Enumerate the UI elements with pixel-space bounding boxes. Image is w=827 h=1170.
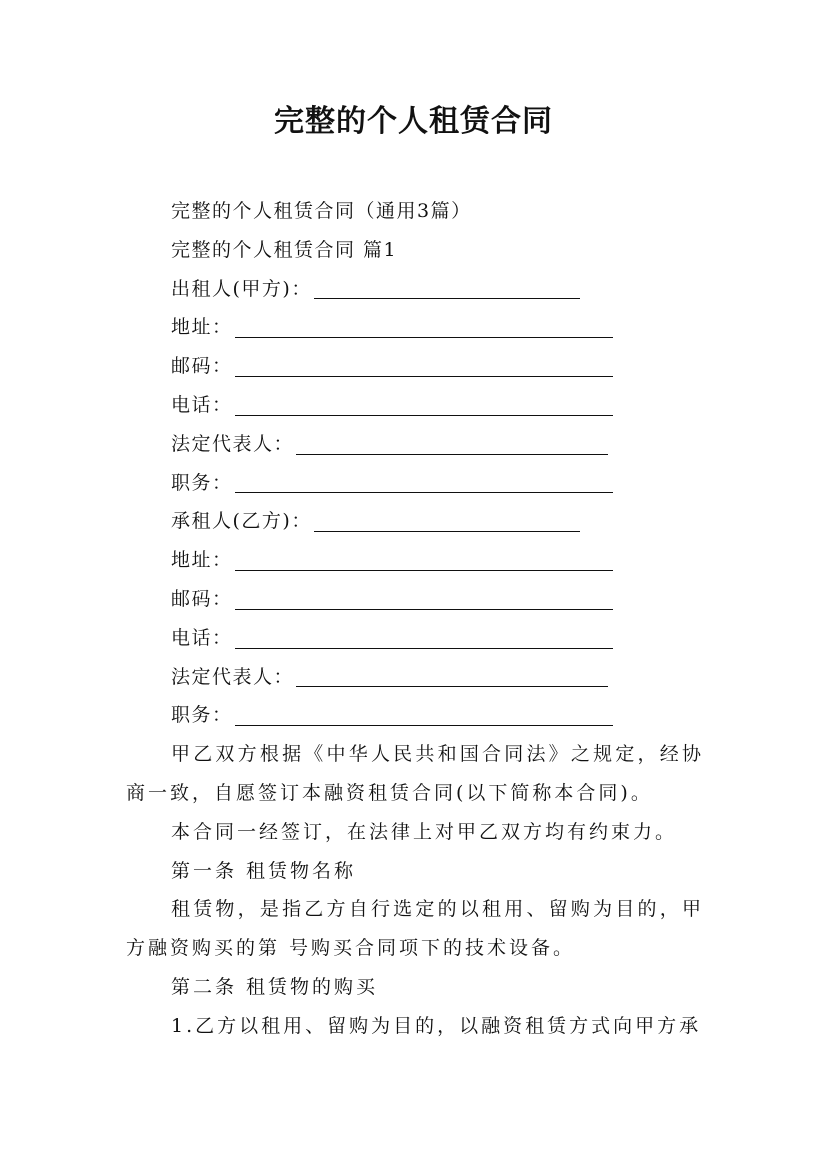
lessee-phone-label: 电话： xyxy=(171,626,233,649)
lessor-address-row xyxy=(126,308,704,347)
lessee-legal-rep-blank xyxy=(296,666,608,687)
article2-item1: 1.乙方以租用、留购为目的，以融资租赁方式向甲方承 xyxy=(171,1014,702,1037)
lessee-phone-blank xyxy=(235,628,613,649)
lessor-address-blank xyxy=(235,317,613,338)
lessor-party-label: 出租人(甲方)： xyxy=(171,277,312,300)
lessee-party-blank xyxy=(314,511,580,532)
lessor-legal-rep-label: 法定代表人： xyxy=(171,432,295,455)
lessor-phone-row xyxy=(126,386,704,425)
lessee-party-label: 承租人(乙方)： xyxy=(171,510,312,533)
lessee-legal-rep-label: 法定代表人： xyxy=(171,665,295,688)
lessor-legal-rep-row xyxy=(126,425,704,464)
lessee-position-label: 职务： xyxy=(171,704,233,727)
lessee-position-row xyxy=(126,696,704,735)
lessor-position-blank xyxy=(235,472,613,493)
document-body xyxy=(126,192,704,1046)
lessor-position-label: 职务： xyxy=(171,471,233,494)
lessor-party-blank xyxy=(314,278,580,299)
article2-heading: 第二条 租赁物的购买 xyxy=(171,975,379,998)
lessor-postcode-row xyxy=(126,347,704,386)
lessee-postcode-label: 邮码： xyxy=(171,587,233,610)
lessee-address-row xyxy=(126,541,704,580)
lessee-position-blank xyxy=(235,705,613,726)
document-title: 完整的个人租赁合同 xyxy=(274,104,553,139)
lessor-postcode-blank xyxy=(235,356,613,377)
lessor-address-label: 地址： xyxy=(171,316,233,339)
article1-paragraph: 租赁物，是指乙方自行选定的以租用、留购为目的，甲方融资购买的第 号购买合同项下的技术设备。 xyxy=(126,898,704,960)
lessee-postcode-blank xyxy=(235,589,613,610)
lessor-postcode-label: 邮码： xyxy=(171,355,233,378)
lessee-phone-row xyxy=(126,619,704,658)
section-heading: 完整的个人租赁合同 篇1 xyxy=(171,238,398,261)
agreement-paragraph: 甲乙双方根据《中华人民共和国合同法》之规定，经协商一致，自愿签订本融资租赁合同(以下简称本合同)。 xyxy=(126,743,704,804)
lessee-postcode-row xyxy=(126,580,704,619)
lessor-phone-label: 电话： xyxy=(171,393,233,416)
binding-paragraph: 本合同一经签订，在法律上对甲乙双方均有约束力。 xyxy=(171,820,678,843)
lessee-party-row xyxy=(126,502,704,541)
document-subtitle: 完整的个人租赁合同（通用3篇） xyxy=(171,200,472,222)
lessee-address-blank xyxy=(235,550,613,571)
lessor-position-row xyxy=(126,464,704,503)
lessor-phone-blank xyxy=(235,395,613,416)
lessee-legal-rep-row xyxy=(126,658,704,697)
article1-heading: 第一条 租赁物名称 xyxy=(171,859,357,882)
lessee-address-label: 地址： xyxy=(171,549,233,572)
lessor-party-row xyxy=(126,270,704,309)
lessor-legal-rep-blank xyxy=(296,434,608,455)
